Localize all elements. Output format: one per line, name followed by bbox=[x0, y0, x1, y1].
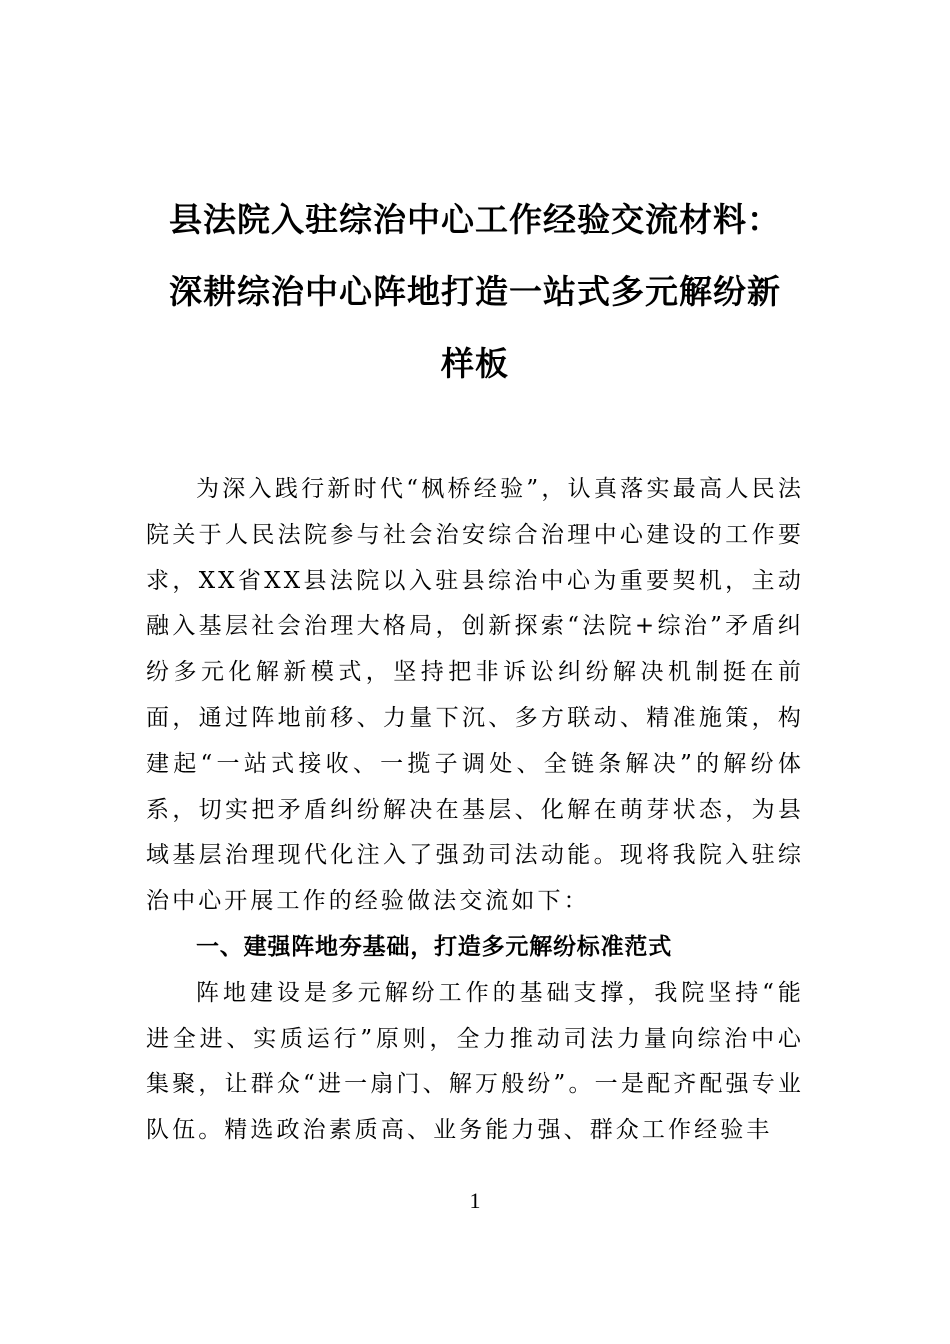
document-body bbox=[146, 467, 804, 1154]
title-line-3: 样板 bbox=[441, 344, 509, 383]
title-line-1: 县法院入驻综治中心工作经验交流材料： bbox=[169, 200, 781, 239]
title-line-2: 深耕综治中心阵地打造一站式多元解纷新 bbox=[169, 272, 781, 311]
section-1-paragraph: 阵地建设是多元解纷工作的基础支撑，我院坚持“能进全进、实质运行”原则，全力推动司法力量向综治中心集聚，让群众“进一扇门、解万般纷”。一是配齐配强专业队伍。精选政治素质高、业务能力强、群众工作经验丰 bbox=[146, 979, 804, 1144]
document-title bbox=[140, 184, 810, 400]
section-heading-1: 一、建强阵地夯基础，打造多元解纷标准范式 bbox=[196, 933, 672, 960]
intro-paragraph: 为深入践行新时代“枫桥经验”，认真落实最高人民法院关于人民法院参与社会治安综合治理中心建设的工作要求，XX省XX县法院以入驻县综治中心为重要契机，主动融入基层社会治理大格局，创新探索“法院+综治”矛盾纠纷多元化解新模式，坚持把非诉讼纠纷解决机制挺在前面，通过阵地前移、力量下沉、多方联动、精准施策，构建起“一站式接收、一揽子调处、全链条解决”的解纷体系，切实把矛盾纠纷解决在基层、化解在萌芽状态，为县域基层治理现代化注入了强劲司法动能。现将我院入驻综治中心开展工作的经验做法交流如下： bbox=[146, 476, 804, 915]
page-number: 1 bbox=[469, 1188, 481, 1213]
